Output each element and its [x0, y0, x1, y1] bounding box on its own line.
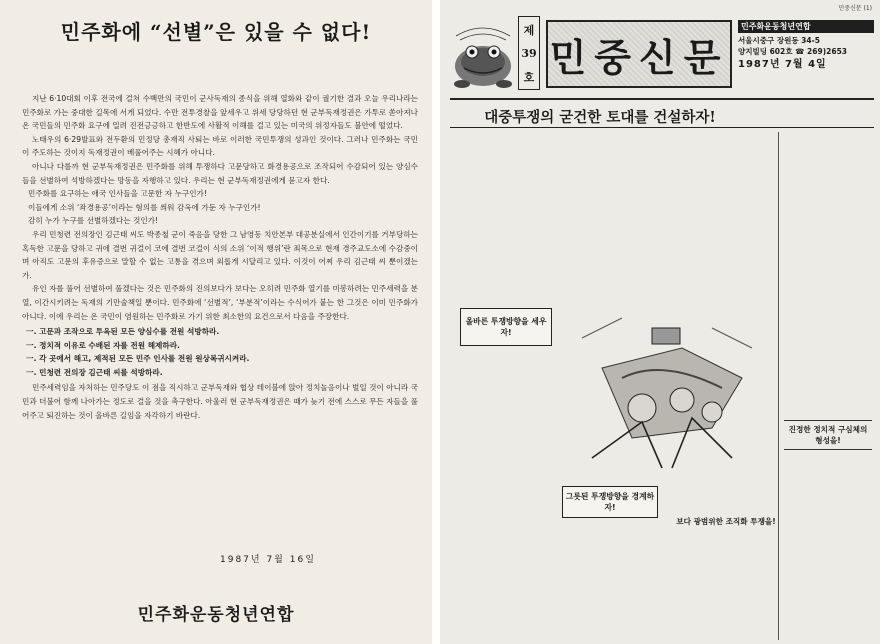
publisher-info — [738, 20, 874, 88]
issue-label: 제 — [523, 23, 535, 37]
newspaper-title: 민중신문 — [546, 20, 732, 88]
statement-signature: 민주화운동청년연합 — [137, 605, 295, 625]
text-column — [454, 352, 558, 640]
statement-title: 민주화에 “선별”은 있을 수 없다! — [60, 20, 372, 44]
publisher-phone: 양지빌딩 602호 ☎ 269)2653 — [738, 47, 848, 56]
subsection-heading: 보다 광범위한 조직화 투쟁을! — [676, 517, 776, 526]
text-column — [674, 544, 778, 640]
main-headline: 대중투쟁의 굳건한 토대를 건설하자! — [484, 109, 716, 126]
statement-date: 1987년 7월 16일 — [220, 555, 316, 565]
issue-suffix: 호 — [523, 70, 535, 84]
publication-date: 1987년 7월 4일 — [738, 59, 827, 70]
text-column — [782, 456, 874, 640]
publisher-address: 서울시중구 장원동 34-5 — [738, 36, 820, 45]
masthead — [450, 12, 874, 96]
statement-body — [22, 92, 418, 422]
text-column — [564, 134, 668, 304]
page-number: 민중신문 (1) — [838, 5, 872, 12]
demand-item: 一. 민청련 전의장 김근태 씨를 석방하라. — [26, 367, 163, 377]
statement-paragraph: 아니나 다를까 현 군부독재정권은 민주화를 위해 투쟁하다 고문당하고 화경용공으로 조작되어 수감되어 있는 양심수들을 선별하여 석방하겠다는 망동을 자행하고 있다. 우리는 현 군부독재정권에게 묻고자 한다. — [22, 161, 418, 185]
headline-band — [450, 98, 874, 128]
text-column — [454, 134, 558, 304]
issue-number: 39 — [521, 46, 537, 60]
text-column — [674, 486, 778, 514]
statement-question: 이들에게 소위 ‘좌경용공’이라는 혐의를 씌워 감옥에 가둔 자 누구인가! — [28, 202, 261, 212]
statement-closing: 민주세력임을 자처하는 민주당도 이 점을 직시하고 군부독재와 협상 테이블에 앉아 정치놀음이나 벌일 것이 아니라 국민과 더불어 함께 나아가는 정도로 걸을 것을 촉구한다. 아울러 현 군부독재정권은 때가 늦기 전에 스스로 무든 자들을 풀어주고 퇴진하는 것이 올바른 길임을 자각하기 바란다. — [22, 383, 418, 420]
statement-question: 감히 누가 누구를 선별하겠다는 것인가! — [28, 216, 159, 226]
section-heading: 올바른 투쟁방향을 세우자! — [465, 317, 547, 337]
publisher-name: 민주화운동청년연합 — [738, 20, 874, 33]
text-column — [782, 134, 874, 414]
statement-paragraph: 유인 자를 풀어 선별하여 풀겠다는 것은 민주화의 진의보다가 보다는 오히려 민주화 열기를 미봉하려는 민주세력을 분열, 이간시키려는 독재의 기만술책일 뿐이다. 민주화에 ‘선별적’, ‘부분적’이라는 수식어가 붙는 한 그것은 이미 민주화가 아니다. 이에 우리는 온 국민이 염원하는 민주화로 가기 위한 최소한의 요건으로서 다음을 주장한다. — [22, 284, 418, 321]
text-column — [674, 134, 778, 304]
statement-paragraph: 노태우의 6·29발표와 전두환의 민정당 총재직 사퇴는 바로 이러한 국민투쟁의 성과인 것이다. 그러나 민주화는 국민이 주도하는 것이지 독재정권이 베풀어주는 시혜가 아니다. — [22, 134, 418, 158]
section-heading-text: 진정한 정치적 구심체의 형성을! — [788, 425, 868, 445]
statement-question: 민주화를 요구하는 애국 인사들을 고문한 자 누구인가! — [28, 189, 207, 199]
statement-page — [0, 0, 432, 644]
demand-item: 一. 정치적 이유로 수배된 자를 전원 해제하라. — [26, 340, 180, 350]
column-rule — [778, 132, 779, 640]
statement-paragraph: 지난 6·10대회 이후 전국에 걸쳐 수백만의 국민이 군사독재의 종식을 위해 열화와 같이 궐기한 결과 오늘 우리나라는 민주화로 가는 중대한 길목에 서게 되었다. 수만 전투경찰을 앞세우고 위세 당당하던 현 군부독재정권은 가투로 쏟아져나온 국민들의 민주화 요구에 밀려 진전긍긍하고 한반도에 사활적 이해를 걸고 있는 미국의 위정자들도 불안에 떨었다. — [22, 94, 418, 131]
statement-paragraph: 우리 민청련 전의장인 김근태 씨도 박종철 군이 죽음을 당한 그 남영동 치안본부 대공분실에서 인간이기를 거부당하는 혹독한 고문을 당하고 귀에 결번 귀걸이 코에 결번 코걸이 식의 소위 ‘이적 행위’란 죄목으로 현재 경주교도소에 수감중이며 아직도 고문의 후유증으로 말할 수 없는 고통을 겪으며 외롭게 시달리고 있다. 이것이 어찌 우리 김근태 씨 뿐이겠는가. — [22, 229, 418, 280]
toad-logo-icon — [450, 18, 516, 92]
demand-list — [22, 325, 418, 379]
demand-item: 一. 각 곳에서 해고, 제적된 모든 민주 인사를 전원 원상복귀시켜라. — [26, 354, 250, 364]
section-heading — [784, 420, 872, 450]
issue-number-box — [518, 16, 540, 90]
section-heading-box — [562, 486, 658, 518]
demand-item: 一. 고문과 조작으로 투옥된 모든 양심수를 전원 석방하라. — [26, 327, 220, 337]
section-heading: 그릇된 투쟁방향을 경계하자! — [565, 492, 655, 512]
cartoon-illustration — [562, 308, 762, 482]
newspaper-page — [440, 0, 880, 644]
text-column — [564, 522, 668, 640]
section-heading-box — [460, 308, 552, 346]
